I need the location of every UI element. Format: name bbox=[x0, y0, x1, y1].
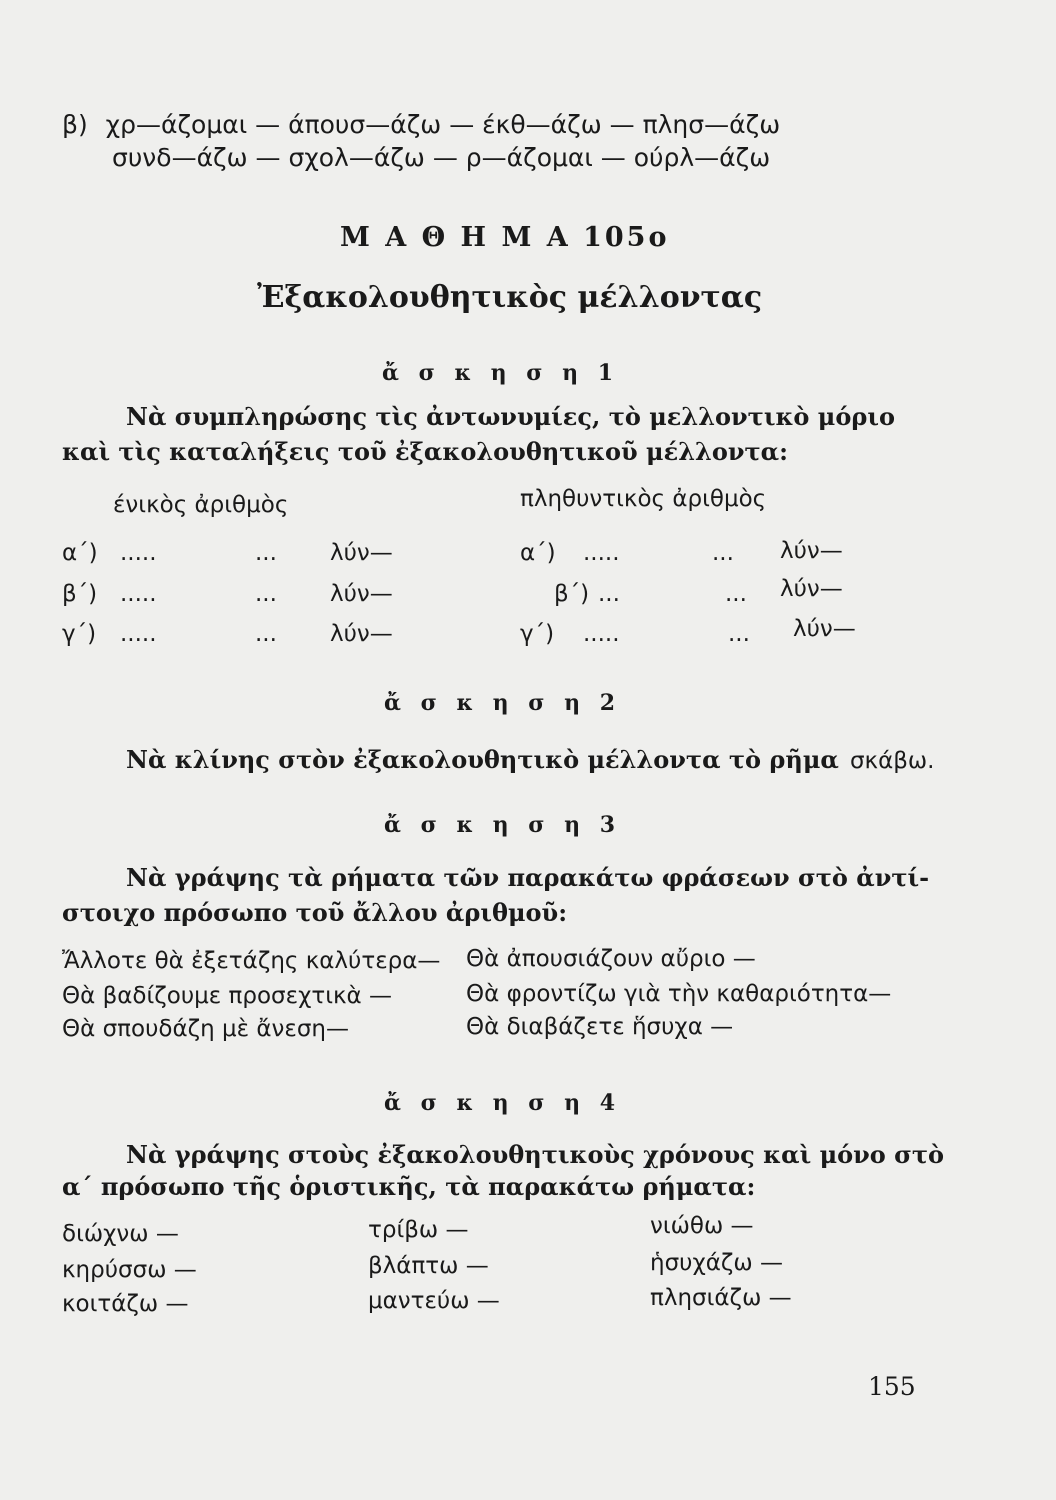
phrase-left-2: Θὰ βαδίζουμε προσεχτικὰ — bbox=[62, 983, 393, 1009]
verb-col3-3: πλησιάζω — bbox=[650, 1285, 792, 1311]
plural-label: πληθυντικὸς ἀριθμὸς bbox=[520, 486, 767, 512]
row-c-mark: γ΄) bbox=[62, 621, 97, 647]
verb-col3-2: ἡσυχάζω — bbox=[650, 1250, 783, 1276]
row-b-plural-stem: λύν— bbox=[780, 576, 843, 602]
exercise-2-verb: σκάβω. bbox=[849, 748, 935, 774]
row-a-dots: ..... bbox=[120, 540, 157, 566]
row-a-plural-stem: λύν— bbox=[780, 538, 843, 564]
exercise-1-instruction-line-1: Νὰ συμπληρώσης τὶς ἀντωνυμίες, τὸ μελλοντικὸ μόριο bbox=[126, 402, 895, 431]
row-a-dots: ... bbox=[255, 540, 277, 566]
phrase-right-2: Θὰ φροντίζω γιὰ τὴν καθαριότητα— bbox=[466, 981, 892, 1007]
row-b-mark: β΄) bbox=[62, 581, 98, 607]
row-b-stem: λύν— bbox=[330, 581, 393, 607]
exercise-2-heading: ἄ σ κ η σ η 2 bbox=[384, 690, 622, 716]
intro-marker: β) bbox=[62, 110, 88, 139]
intro-line-1 bbox=[62, 110, 780, 139]
intro-text: χρ—άζομαι — άπουσ—άζω — έκθ—άζω — πλησ—άζω bbox=[105, 110, 781, 139]
exercise-3-instruction-line-1: Νὰ γράψης τὰ ρήματα τῶν παρακάτω φράσεων στὸ ἀντί- bbox=[126, 863, 930, 892]
verb-col2-2: βλάπτω — bbox=[368, 1253, 489, 1279]
row-b-plural-dots: ... bbox=[725, 581, 747, 607]
verb-col2-3: μαντεύω — bbox=[368, 1288, 500, 1314]
verb-col3-1: νιώθω — bbox=[650, 1213, 754, 1239]
row-b-dots: ..... bbox=[120, 581, 157, 607]
row-a-plural-mark: α΄) bbox=[520, 540, 556, 566]
row-c-stem: λύν— bbox=[330, 621, 393, 647]
phrase-left-1: Ἄλλοτε θὰ ἐξετάζης καλύτερα— bbox=[62, 948, 441, 974]
exercise-1-instruction-line-2: καὶ τὶς καταλήξεις τοῦ ἐξακολουθητικοῦ μέλλοντα: bbox=[62, 437, 788, 466]
singular-label: ένικὸς ἀριθμὸς bbox=[113, 492, 289, 518]
exercise-4-heading: ἄ σ κ η σ η 4 bbox=[384, 1090, 622, 1116]
exercise-3-instruction-line-2: στοιχο πρόσωπο τοῦ ἄλλου ἀριθμοῦ: bbox=[62, 898, 568, 927]
intro-text: συνδ—άζω — σχολ—άζω — ρ—άζομαι — ούρλ—άζω bbox=[112, 143, 771, 172]
exercise-4-instruction-line-2: α΄ πρόσωπο τῆς ὁριστικῆς, τὰ παρακάτω ρήματα: bbox=[62, 1172, 756, 1201]
row-c-plural-dots: ... bbox=[728, 621, 750, 647]
row-a-mark: α΄) bbox=[62, 540, 98, 566]
row-a-stem: λύν— bbox=[330, 540, 393, 566]
phrase-right-1: Θὰ ἀπουσιάζουν αὔριο — bbox=[466, 946, 756, 972]
exercise-4-instruction-line-1: Νὰ γράψης στοὺς ἐξακολουθητικοὺς χρόνους καὶ μόνο στὸ bbox=[126, 1140, 945, 1169]
row-b-dots: ... bbox=[255, 581, 277, 607]
row-c-dots: ... bbox=[255, 621, 277, 647]
exercise-1-heading: ἄ σ κ η σ η 1 bbox=[382, 360, 620, 386]
verb-col1-1: διώχνω — bbox=[62, 1221, 179, 1247]
exercise-2-instruction-text: Νὰ κλίνης στὸν ἐξακολουθητικὸ μέλλοντα τὸ ρῆμα bbox=[126, 745, 839, 774]
row-c-plural-dots: ..... bbox=[583, 621, 620, 647]
row-c-plural-stem: λύν— bbox=[793, 616, 856, 642]
phrase-left-3: Θὰ σπουδάζη μὲ ἄνεση— bbox=[62, 1016, 349, 1042]
page-number: 155 bbox=[868, 1372, 916, 1401]
lesson-subtitle: Ἐξακολουθητικὸς μέλλοντας bbox=[257, 280, 763, 315]
row-b-plural-mark: β΄) bbox=[554, 581, 590, 607]
verb-col1-2: κηρύσσω — bbox=[62, 1257, 197, 1283]
phrase-right-3: Θὰ διαβάζετε ἥσυχα — bbox=[466, 1014, 734, 1040]
row-b-plural-dots: ... bbox=[598, 581, 620, 607]
lesson-title: Μ Α Θ Η Μ Α 105ο bbox=[340, 222, 670, 253]
verb-col2-1: τρίβω — bbox=[368, 1217, 469, 1243]
row-c-plural-mark: γ΄) bbox=[520, 621, 555, 647]
verb-col1-3: κοιτάζω — bbox=[62, 1291, 189, 1317]
row-a-plural-dots: ..... bbox=[583, 540, 620, 566]
row-a-plural-dots: ... bbox=[712, 540, 734, 566]
exercise-3-heading: ἄ σ κ η σ η 3 bbox=[384, 812, 622, 838]
exercise-2-instruction bbox=[126, 745, 935, 774]
intro-line-2 bbox=[112, 143, 770, 172]
row-c-dots: ..... bbox=[120, 621, 157, 647]
